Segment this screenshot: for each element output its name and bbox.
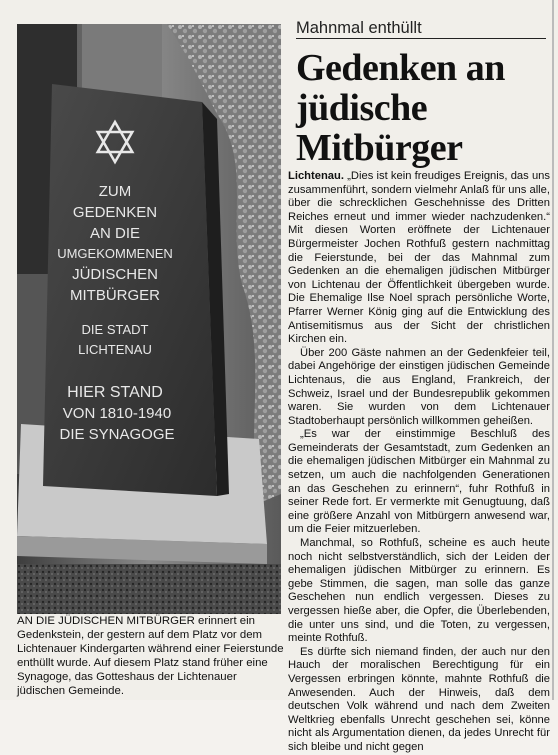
article-paragraph: Über 200 Gäste nahmen an der Gedenkfeier teil, dabei Angehörige der einstigen jüdischen Gemeinde Lichtenaus, die aus England, Frankreich, der Schweiz, Israel und der Bundesrepublik gekommen waren. Sie wurden von dem Lichtenauer Stadtoberhaupt persönlich willkommen geheißen.	[288, 346, 550, 427]
clipping-edge	[552, 0, 554, 700]
inscription-line: VON 1810-1940	[62, 405, 172, 422]
article-paragraph: Es dürfte sich niemand finden, der auch nur den Hauch der moralischen Berechtigung für ein Vergessen erbringen könnte, mahnte Rothfuß die Anwesenden. Auch der Hinweis, daß dem deutschen Volk während und nach dem Zweiten Weltkrieg ebenfalls Unrecht geschehen sei, könne nicht als Argumentation dienen, da jedes Unrecht für sich bleibe und nicht gegen	[288, 645, 550, 753]
inscription-line: AN DIE	[89, 225, 141, 242]
inscription-line: LICHTENAU	[78, 342, 152, 357]
article-headline: Gedenken an jüdische Mitbürger	[296, 47, 505, 169]
inscription-line: HIER STAND	[67, 384, 163, 401]
inscription-line: JÜDISCHEN	[72, 266, 158, 283]
dateline-place: Lichtenau.	[288, 170, 344, 182]
inscription-line: DIE SYNAGOGE	[59, 426, 175, 443]
article-paragraph: Lichtenau. „Dies ist kein freudiges Ereignis, das uns zusammenführt, sondern vielmehr Anlaß für uns alle, über die schrecklichen Geschehnisse des Dritten Reiches erneut und immer wieder nachzudenken.“ Mit diesen Worten eröffnete der Lichtenauer Bürgermeister Jochen Rothfuß gestern nachmittag die Feierstunde, bei der das Mahnmal zum Gedenken an die ehemaligen jüdischen Mitbürger von Lichtenau der Öffentlichkeit übergeben wurde. Die Ehemalige Ilse Noel sprach persönliche Worte, Pfarrer Werner König ging auf die Entwicklung des Antisemitismus aus der Sicht der christlichen Kirchen ein.	[288, 170, 550, 346]
inscription-line: UMGEKOMMENEN	[57, 246, 173, 261]
inscription-line: GEDENKEN	[72, 204, 158, 221]
memorial-stone-photo	[17, 24, 281, 614]
article-body	[288, 170, 550, 755]
article-kicker: Mahnmal enthüllt	[296, 18, 546, 39]
inscription-line: ZUM	[98, 183, 132, 200]
article-paragraph: Manchmal, so Rothfuß, scheine es auch heute noch nicht selbstverständlich, sich der Leiden der ehemaligen jüdischen Mitbürger zu erinnern. Es gebe Stimmen, die sagen, man solle das ganze Geschehen nun endlich vergessen. Dieses zu vergessen hieße aber, die Opfer, die Überlebenden, die unter uns sind, und die Toten, zu vergessen, meinte Rothfuß.	[288, 537, 550, 645]
inscription-line: DIE STADT	[81, 322, 149, 337]
inscription-line: MITBÜRGER	[70, 287, 160, 304]
photo-illustration	[17, 24, 281, 614]
article-paragraph: „Es war der einstimmige Beschluß des Gemeinderats der Gesamtstadt, zum Gedenken an die ehemaligen jüdischen Mitbürger ein Mahnmal zu setzen, um auch die nachfolgenden Generationen an das Geschehen zu erinnern“, fuhr Rothfuß in seiner Rede fort. Er vermerkte mit Genugtuung, daß eine größere Anzahl von Mitbürgern anwesend war, um die Feier mitzuerleben.	[288, 428, 550, 536]
photo-caption: AN DIE JÜDISCHEN MITBÜRGER erinnert ein Gedenkstein, der gestern auf dem Platz vor dem Lichtenauer Kindergarten während einer Feierstunde enthüllt wurde. Auf diesem Platz stand früher eine Synagoge, das Gotteshaus der Lichtenauer jüdischen Gemeinde.	[17, 615, 284, 697]
